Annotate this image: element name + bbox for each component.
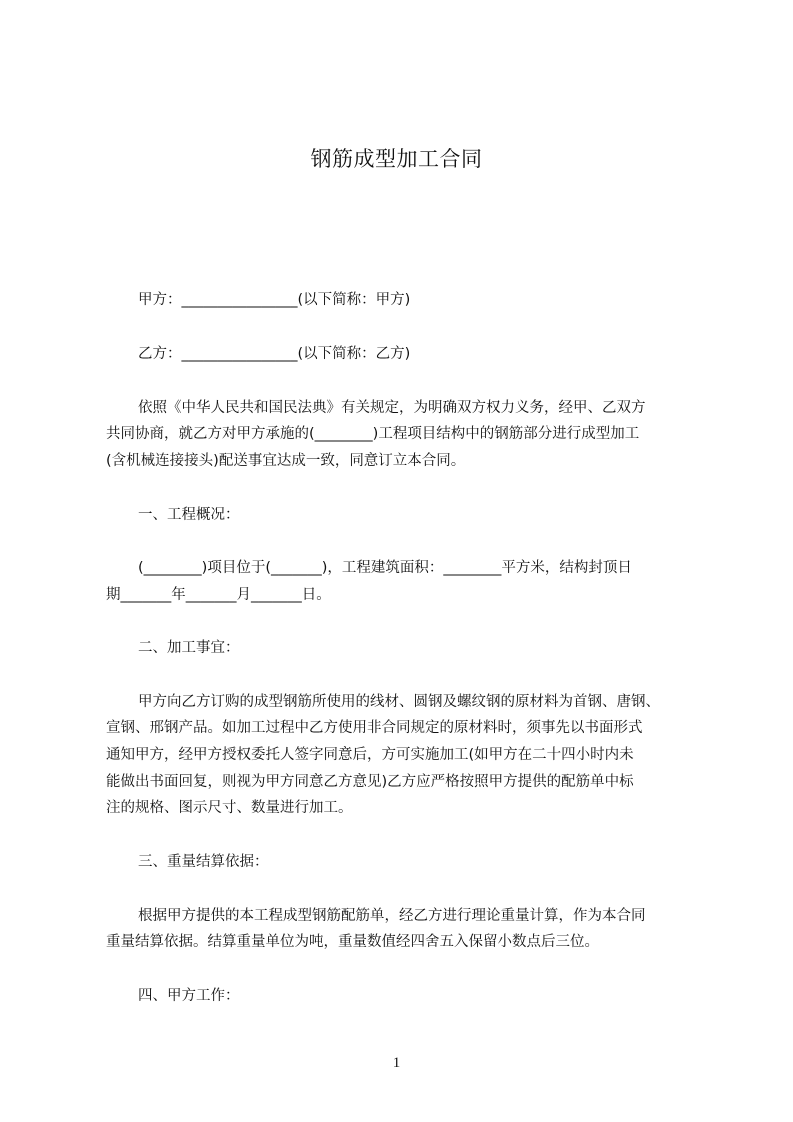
section-2-line: 通知甲方，经甲方授权委托人签字同意后，方可实施加工(如甲方在二十四小时内未: [106, 747, 634, 763]
document-title: 钢筋成型加工合同: [310, 147, 483, 171]
section-heading-1: 一、工程概况：: [138, 507, 240, 523]
section-2-line: 注的规格、图示尺寸、数量进行加工。: [106, 800, 353, 816]
section-heading-4: 四、甲方工作：: [138, 988, 240, 1004]
party-b-line: 乙方：________________(以下简称：乙方): [138, 346, 411, 362]
intro-paragraph-line: 依照《中华人民共和国民法典》有关规定，为明确双方权力义务，经甲、乙双方: [138, 400, 646, 416]
section-2-line: 能做出书面回复，则视为甲方同意乙方意见)乙方应严格按照甲方提供的配筋单中标: [106, 774, 634, 790]
intro-paragraph-line: 共同协商，就乙方对甲方承施的(________)工程项目结构中的钢筋部分进行成型加工: [106, 426, 640, 442]
section-2-line: 甲方向乙方订购的成型钢筋所使用的线材、圆钢及螺纹钢的原材料为首钢、唐钢、: [138, 694, 660, 710]
party-a-line: 甲方：________________(以下简称：甲方): [138, 292, 411, 308]
section-3-line: 重量结算依据。结算重量单位为吨，重量数值经四舍五入保留小数点后三位。: [106, 934, 599, 950]
section-3-line: 根据甲方提供的本工程成型钢筋配筋单，经乙方进行理论重量计算，作为本合同: [138, 908, 646, 924]
page-number: 1: [392, 1055, 401, 1071]
section-1-line: (________)项目位于(_______)，工程建筑面积：________平方米，结构封顶日: [138, 560, 632, 576]
section-2-line: 宣钢、邢钢产品。如加工过程中乙方使用非合同规定的原材料时，须事先以书面形式: [106, 720, 643, 736]
section-heading-2: 二、加工事宜：: [138, 640, 240, 656]
intro-paragraph-line: (含机械连接接头)配送事宜达成一致，同意订立本合同。: [106, 453, 466, 469]
section-heading-3: 三、重量结算依据：: [138, 854, 269, 870]
section-1-line: 期_______年_______月_______日。: [106, 587, 331, 603]
